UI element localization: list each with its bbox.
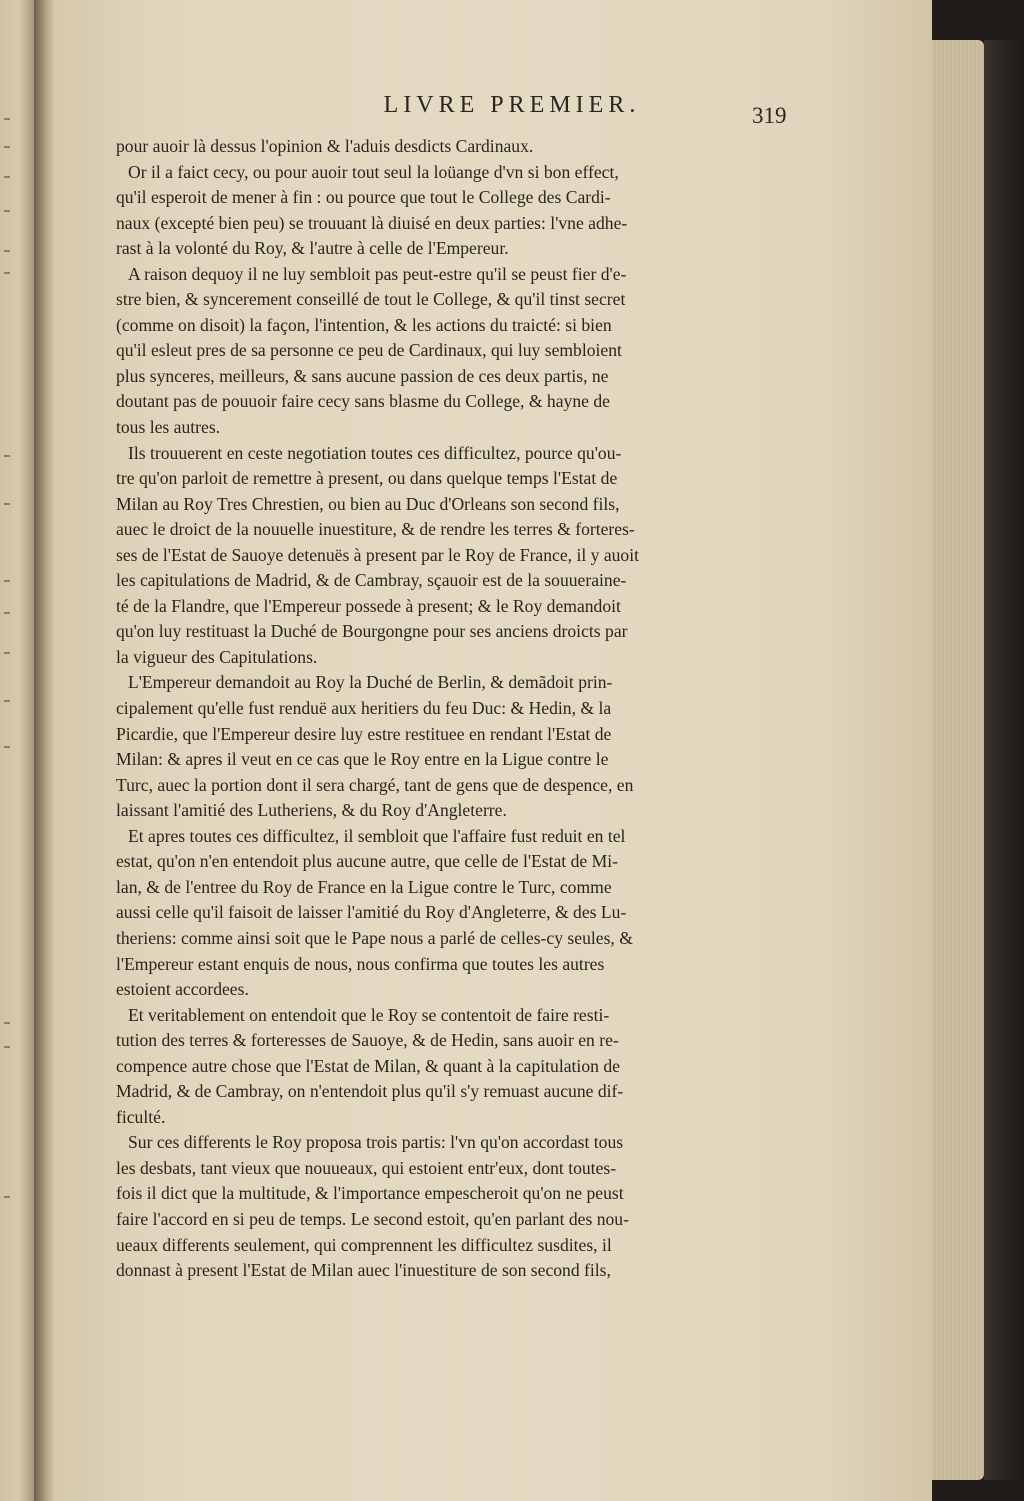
- text-line: [116, 670, 796, 696]
- text-line-content: qu'on luy restituast la Duché de Bourgongne pour ses anciens droicts par: [116, 621, 628, 642]
- text-line: [116, 313, 796, 339]
- text-line: [116, 1207, 796, 1233]
- text-line: [116, 492, 796, 518]
- text-line-content: les capitulations de Madrid, & de Cambray, sçauoir est de la souueraine-: [116, 570, 627, 591]
- text-line: [116, 1079, 796, 1105]
- text-line: [116, 722, 796, 748]
- text-line-content: lan, & de l'entree du Roy de France en la Ligue contre le Turc, comme: [116, 876, 612, 897]
- text-line: [116, 236, 796, 262]
- text-line: [116, 568, 796, 594]
- text-line: [116, 1156, 796, 1182]
- text-line: [116, 952, 796, 978]
- text-line-content: rast à la volonté du Roy, & l'autre à celle de l'Empereur.: [116, 238, 509, 259]
- text-line: [116, 134, 796, 160]
- text-line-content: aussi celle qu'il faisoit de laisser l'amitié du Roy d'Angleterre, & des Lu-: [116, 902, 627, 923]
- text-line-content: laissant l'amitié des Lutheriens, & du Roy d'Angleterre.: [116, 800, 507, 821]
- text-line-content: Milan: & apres il veut en ce cas que le Roy entre en la Ligue contre le: [116, 749, 609, 770]
- text-line-content: fois il dict que la multitude, & l'importance empescheroit qu'on ne peust: [116, 1183, 624, 1204]
- text-line-content: Ils trouuerent en ceste negotiation toutes ces difficultez, pource qu'ou-: [128, 442, 622, 463]
- text-line-content: stre bien, & syncerement conseillé de tout le College, & qu'il tinst secret: [116, 289, 626, 310]
- text-line-content: faire l'accord en si peu de temps. Le second estoit, qu'en parlant des nou-: [116, 1208, 629, 1229]
- page-number: 319: [752, 103, 787, 128]
- text-line-content: Milan au Roy Tres Chrestien, ou bien au Duc d'Orleans son second fils,: [116, 493, 620, 514]
- text-line-content: theriens: comme ainsi soit que le Pape nous a parlé de celles-cy seules, &: [116, 927, 633, 948]
- text-line: [116, 211, 796, 237]
- text-line: [116, 1130, 796, 1156]
- text-line-content: té de la Flandre, que l'Empereur possede à present; & le Roy demandoit: [116, 595, 621, 616]
- text-line-content: tre qu'on parloit de remettre à present, ou dans quelque temps l'Estat de: [116, 468, 618, 489]
- text-line-content: la vigueur des Capitulations.: [116, 646, 318, 667]
- text-line-content: (comme on disoit) la façon, l'intention, & les actions du traicté: si bien: [116, 314, 612, 335]
- text-line: [116, 875, 796, 901]
- text-line-content: L'Empereur demandoit au Roy la Duché de Berlin, & demãdoit prin-: [128, 672, 613, 693]
- text-line: [116, 415, 796, 441]
- text-line: [116, 287, 796, 313]
- text-line-content: cipalement qu'elle fust renduë aux heritiers du feu Duc: & Hedin, & la: [116, 698, 612, 719]
- text-line-content: donnast à present l'Estat de Milan auec l'inuestiture de son second fils,: [116, 1260, 611, 1281]
- text-line: [116, 1233, 796, 1259]
- book-page: [56, 0, 932, 1501]
- text-line-content: ses de l'Estat de Sauoye detenuës à present par le Roy de France, il y auoit: [116, 544, 640, 565]
- text-line: [116, 747, 796, 773]
- text-line: [116, 773, 796, 799]
- text-line-content: qu'il esleut pres de sa personne ce peu de Cardinaux, qui luy sembloient: [116, 340, 622, 361]
- text-line-content: compence autre chose que l'Estat de Milan, & quant à la capitulation de: [116, 1055, 620, 1076]
- text-line: [116, 824, 796, 850]
- text-line-content: estoient accordees.: [116, 979, 249, 1000]
- text-line: [116, 1003, 796, 1029]
- text-line-content: Madrid, & de Cambray, on n'entendoit plus qu'il s'y remuast aucune dif-: [116, 1081, 624, 1102]
- text-line: [116, 696, 796, 722]
- text-line: [116, 900, 796, 926]
- text-line-content: tution des terres & forteresses de Sauoye, & de Hedin, sans auoir en re-: [116, 1030, 619, 1051]
- text-line: [116, 619, 796, 645]
- text-line-content: naux (excepté bien peu) se trouuant là diuisé en deux parties: l'vne adhe-: [116, 212, 628, 233]
- text-line: [116, 1181, 796, 1207]
- text-line: [116, 466, 796, 492]
- text-line-content: les desbats, tant vieux que nouueaux, qui estoient entr'eux, dont toutes-: [116, 1157, 617, 1178]
- text-line: [116, 160, 796, 186]
- text-line-content: Et apres toutes ces difficultez, il sembloit que l'affaire fust reduit en tel: [128, 825, 626, 846]
- text-line-content: ficulté.: [116, 1106, 166, 1127]
- text-line-content: Or il a faict cecy, ou pour auoir tout seul la loüange d'vn si bon effect,: [128, 161, 619, 182]
- text-line: [116, 389, 796, 415]
- text-line-content: doutant pas de pouuoir faire cecy sans blasme du College, & hayne de: [116, 391, 610, 412]
- text-line: [116, 543, 796, 569]
- text-line-content: auec le droict de la nouuelle inuestiture, & de rendre les terres & forteres-: [116, 519, 635, 540]
- text-line-content: Et veritablement on entendoit que le Roy se contentoit de faire resti-: [128, 1004, 610, 1025]
- text-line: [116, 1054, 796, 1080]
- text-line: [116, 594, 796, 620]
- text-line-content: Sur ces differents le Roy proposa trois partis: l'vn qu'on accordast tous: [128, 1132, 624, 1153]
- text-line: [116, 849, 796, 875]
- text-line: [116, 798, 796, 824]
- text-line: [116, 1258, 796, 1284]
- body-text: [116, 134, 796, 1284]
- text-line: [116, 645, 796, 671]
- text-line-content: ueaux differents seulement, qui comprennent les difficultez susdites, il: [116, 1234, 612, 1255]
- text-line-content: qu'il esperoit de mener à fin : ou pource que tout le College des Cardi-: [116, 187, 611, 208]
- text-line: [116, 517, 796, 543]
- text-line: [116, 1105, 796, 1131]
- edge-shadow: [984, 40, 1024, 1480]
- facing-page-edge: [0, 0, 34, 1501]
- text-line-content: tous les autres.: [116, 417, 221, 438]
- text-line: [116, 1028, 796, 1054]
- text-line: [116, 185, 796, 211]
- text-line-content: estat, qu'on n'en entendoit plus aucune autre, que celle de l'Estat de Mi-: [116, 851, 618, 872]
- text-line: [116, 441, 796, 467]
- text-line: [116, 364, 796, 390]
- running-head: LIVRE PREMIER.: [383, 92, 641, 118]
- text-line: [116, 262, 796, 288]
- text-line: [116, 926, 796, 952]
- page-block-edge: [932, 40, 984, 1480]
- text-line-content: pour auoir là dessus l'opinion & l'aduis desdicts Cardinaux.: [116, 136, 534, 156]
- text-line-content: l'Empereur estant enquis de nous, nous confirma que toutes les autres: [116, 953, 605, 974]
- text-line-content: plus synceres, meilleurs, & sans aucune passion de ces deux partis, ne: [116, 365, 609, 386]
- text-line: [116, 338, 796, 364]
- text-line-content: Picardie, que l'Empereur desire luy estre restituee en rendant l'Estat de: [116, 723, 612, 744]
- text-line-content: Turc, auec la portion dont il sera chargé, tant de gens que de despence, en: [116, 774, 634, 795]
- binding-gutter: [34, 0, 56, 1501]
- text-line: [116, 977, 796, 1003]
- text-line-content: A raison dequoy il ne luy sembloit pas peut-estre qu'il se peust fier d'e-: [128, 263, 627, 284]
